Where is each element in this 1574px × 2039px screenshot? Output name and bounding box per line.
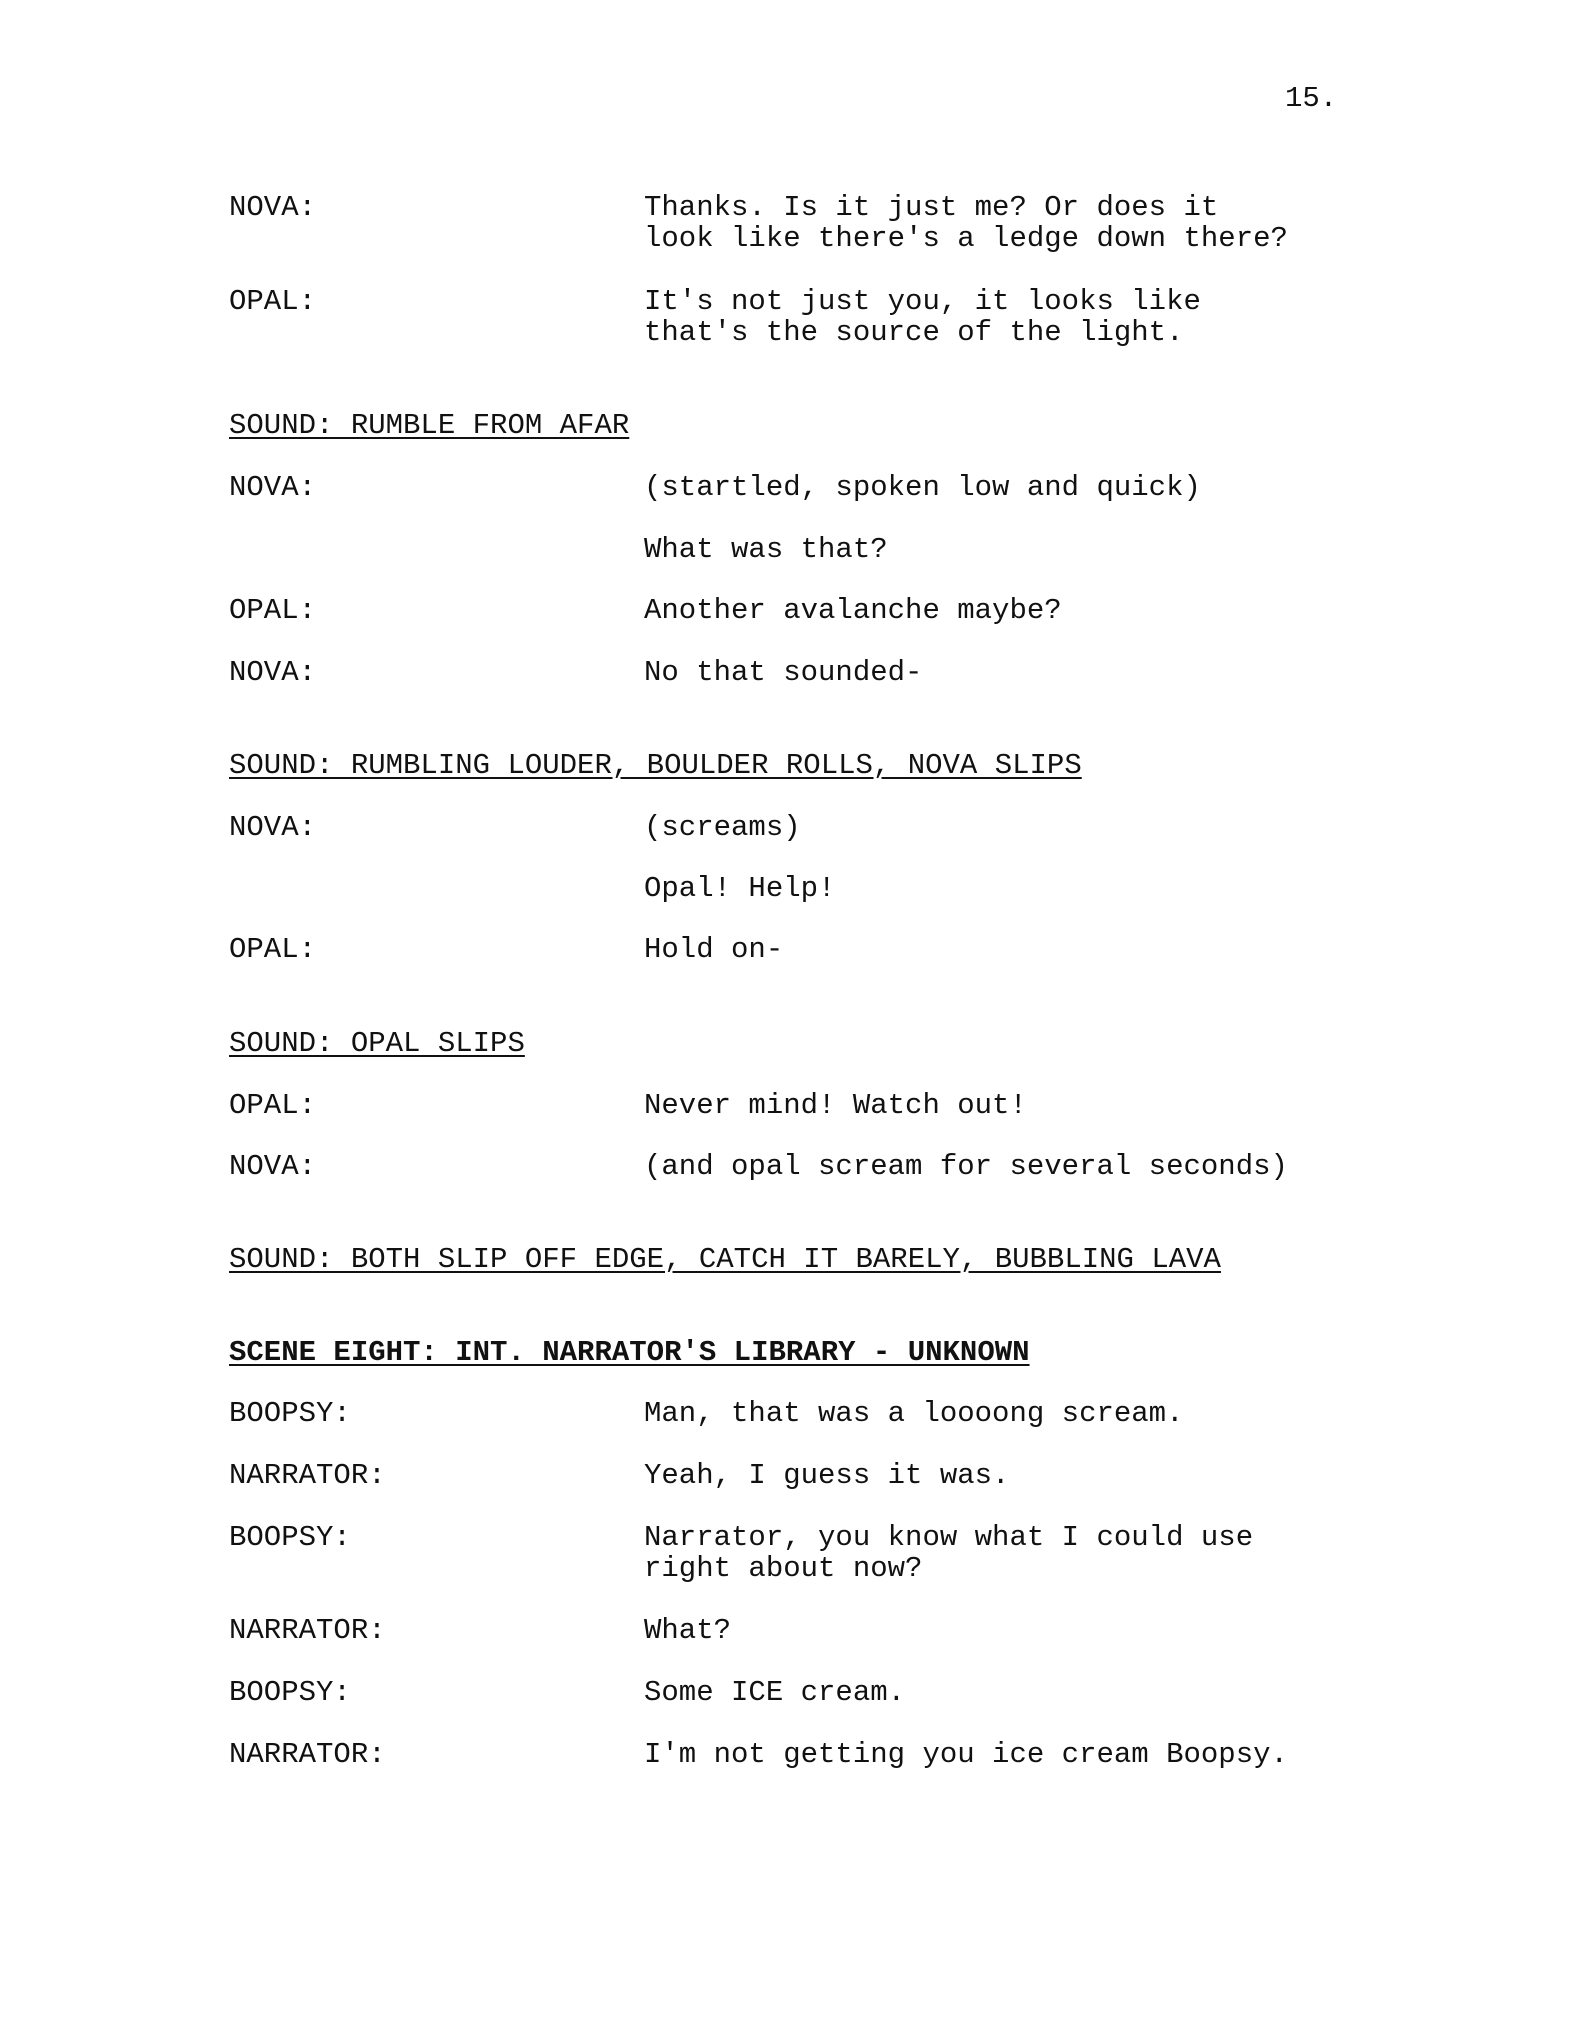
speaker-name: NOVA: xyxy=(229,656,317,689)
speaker-name: NOVA: xyxy=(229,1150,317,1183)
speaker-name: NARRATOR: xyxy=(229,1614,386,1647)
speaker-name: BOOPSY: xyxy=(229,1521,351,1554)
sound-cue-text: SOUND: RUMBLING LOUDER, BOULDER ROLLS, NOVA SLIPS xyxy=(229,749,1082,782)
page-number: 15. xyxy=(1285,82,1338,115)
speaker-name: OPAL: xyxy=(229,933,317,966)
dialogue-line: What? xyxy=(644,1614,732,1647)
dialogue-line: Yeah, I guess it was. xyxy=(644,1459,1010,1492)
dialogue-line: that's the source of the light. xyxy=(644,316,1184,349)
dialogue-line: Hold on- xyxy=(644,933,784,966)
speaker-name: NOVA: xyxy=(229,471,317,504)
speaker-name: NOVA: xyxy=(229,191,317,224)
speaker-name: BOOPSY: xyxy=(229,1676,351,1709)
dialogue-line: Another avalanche maybe? xyxy=(644,594,1062,627)
dialogue-line: I'm not getting you ice cream Boopsy. xyxy=(644,1738,1288,1771)
speaker-name: NOVA: xyxy=(229,811,317,844)
parenthetical: (startled, spoken low and quick) xyxy=(644,471,1201,504)
dialogue-line: look like there's a ledge down there? xyxy=(644,222,1288,255)
dialogue-line: Narrator, you know what I could use xyxy=(644,1521,1254,1554)
dialogue-line: Never mind! Watch out! xyxy=(644,1089,1027,1122)
dialogue-line: Some ICE cream. xyxy=(644,1676,906,1709)
speaker-name: BOOPSY: xyxy=(229,1397,351,1430)
dialogue-line: It's not just you, it looks like xyxy=(644,285,1201,318)
dialogue-line: What was that? xyxy=(644,533,888,566)
speaker-name: NARRATOR: xyxy=(229,1459,386,1492)
scene-heading-text: SCENE EIGHT: INT. NARRATOR'S LIBRARY - UNKNOWN xyxy=(229,1336,1030,1369)
speaker-name: OPAL: xyxy=(229,285,317,318)
speaker-name: OPAL: xyxy=(229,1089,317,1122)
parenthetical: (and opal scream for several seconds) xyxy=(644,1150,1288,1183)
speaker-name: NARRATOR: xyxy=(229,1738,386,1771)
dialogue-line: No that sounded- xyxy=(644,656,923,689)
parenthetical: (screams) xyxy=(644,811,801,844)
dialogue-line: Opal! Help! xyxy=(644,872,836,905)
dialogue-line: right about now? xyxy=(644,1552,923,1585)
speaker-name: OPAL: xyxy=(229,594,317,627)
sound-cue-text: SOUND: RUMBLE FROM AFAR xyxy=(229,409,630,442)
dialogue-line: Man, that was a loooong scream. xyxy=(644,1397,1184,1430)
sound-cue-text: SOUND: BOTH SLIP OFF EDGE, CATCH IT BARELY, BUBBLING LAVA xyxy=(229,1243,1221,1276)
dialogue-line: Thanks. Is it just me? Or does it xyxy=(644,191,1219,224)
sound-cue-text: SOUND: OPAL SLIPS xyxy=(229,1027,525,1060)
